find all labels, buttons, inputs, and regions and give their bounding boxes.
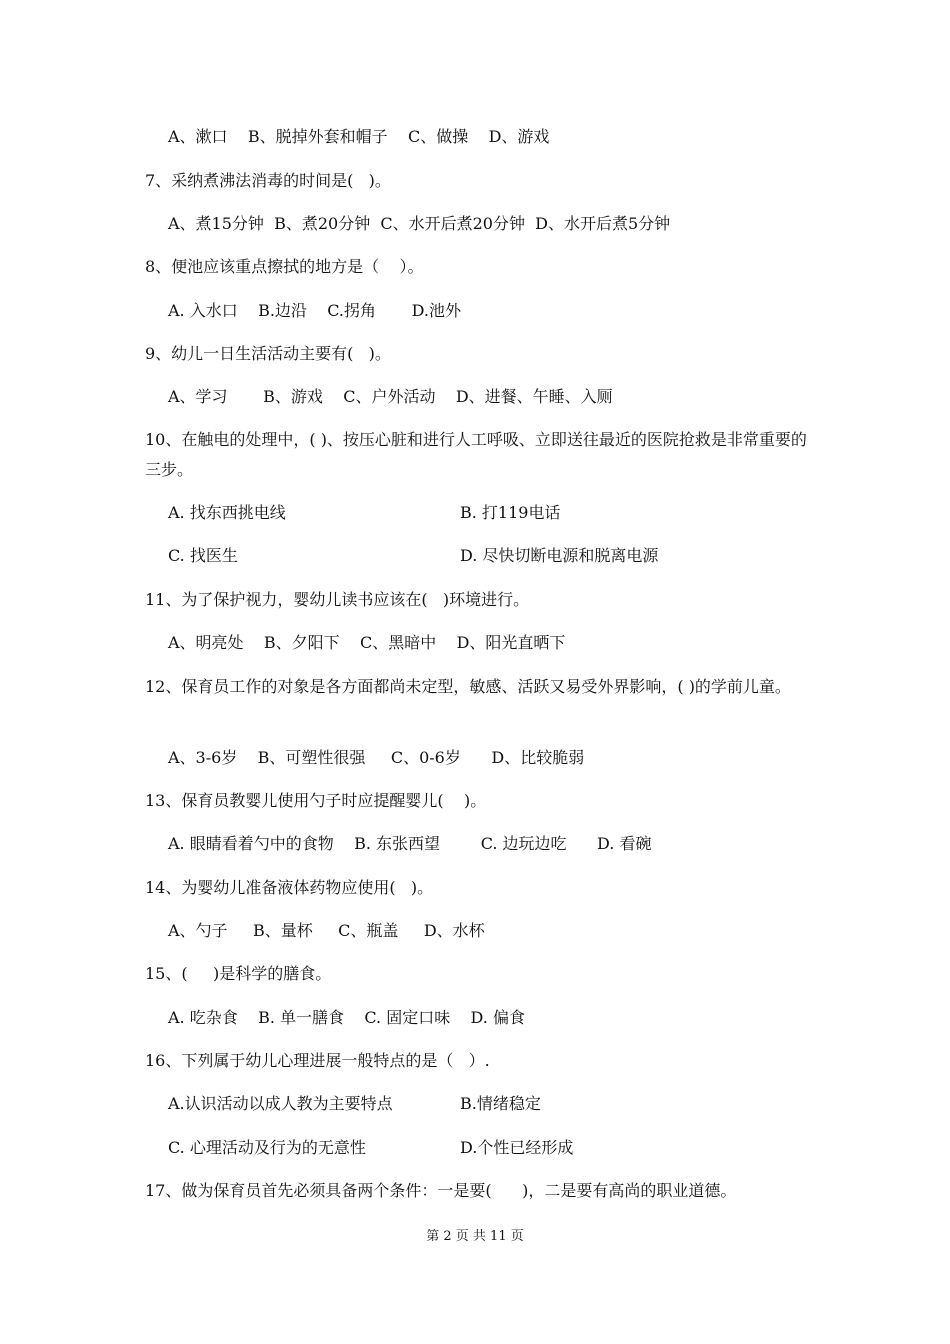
q7-options: A、煮15分钟 B、煮20分钟 C、水开后煮20分钟 D、水开后煮5分钟 — [168, 214, 671, 233]
q10-option-d: D. 尽快切断电源和脱离电源 — [460, 546, 659, 565]
q16-stem: 16、下列属于幼儿心理进展一般特点的是（ ）. — [145, 1051, 490, 1070]
q8-options: A. 入水口 B.边沿 C.拐角 D.池外 — [168, 301, 461, 320]
q9-options: A、学习 B、游戏 C、户外活动 D、进餐、午睡、入厕 — [168, 387, 613, 406]
q10-stem: 10、在触电的处理中，( )、按压心脏和进行人工呼吸、立即送往最近的医院抢救是非常重要的三步。 — [145, 430, 807, 479]
q12-stem: 12、保育员工作的对象是各方面都尚未定型，敏感、活跃又易受外界影响，( )的学前儿童。 — [145, 677, 791, 696]
q14-options: A、勺子 B、量杯 C、瓶盖 D、水杯 — [168, 921, 485, 940]
q9-stem: 9、幼儿一日生活活动主要有( )。 — [145, 344, 391, 363]
q8-stem: 8、便池应该重点擦拭的地方是（ ）。 — [145, 257, 424, 276]
q10-option-b: B. 打119电话 — [460, 503, 561, 522]
q10-option-c: C. 找医生 — [168, 546, 238, 565]
q16-option-b: B.情绪稳定 — [460, 1094, 541, 1113]
q15-options: A. 吃杂食 B. 单一膳食 C. 固定口味 D. 偏食 — [168, 1008, 525, 1027]
q16-option-d: D.个性已经形成 — [460, 1138, 574, 1157]
q12-options: A、3-6岁 B、可塑性很强 C、0-6岁 D、比较脆弱 — [168, 748, 585, 767]
q15-stem: 15、( )是科学的膳食。 — [145, 964, 332, 983]
q13-options: A. 眼睛看着勺中的食物 B. 东张西望 C. 边玩边吃 D. 看碗 — [168, 834, 652, 853]
q14-stem: 14、为婴幼儿准备液体药物应使用( )。 — [145, 878, 434, 897]
q10-option-a: A. 找东西挑电线 — [168, 503, 286, 522]
q11-stem: 11、为了保护视力，婴幼儿读书应该在( )环境进行。 — [145, 590, 530, 609]
q7-stem: 7、采纳煮沸法消毒的时间是( )。 — [145, 171, 391, 190]
q17-stem: 17、做为保育员首先必须具备两个条件：一是要( )，二是要有高尚的职业道德。 — [145, 1181, 737, 1200]
q16-option-a: A.认识活动以成人教为主要特点 — [168, 1094, 393, 1113]
page-footer: 第 2 页 共 11 页 — [426, 1229, 524, 1244]
q13-stem: 13、保育员教婴儿使用勺子时应提醒婴儿( )。 — [145, 791, 487, 810]
q16-option-c: C. 心理活动及行为的无意性 — [168, 1138, 366, 1157]
q6-options: A、漱口 B、脱掉外套和帽子 C、做操 D、游戏 — [168, 127, 550, 146]
q11-options: A、明亮处 B、夕阳下 C、黑暗中 D、阳光直晒下 — [168, 633, 566, 652]
